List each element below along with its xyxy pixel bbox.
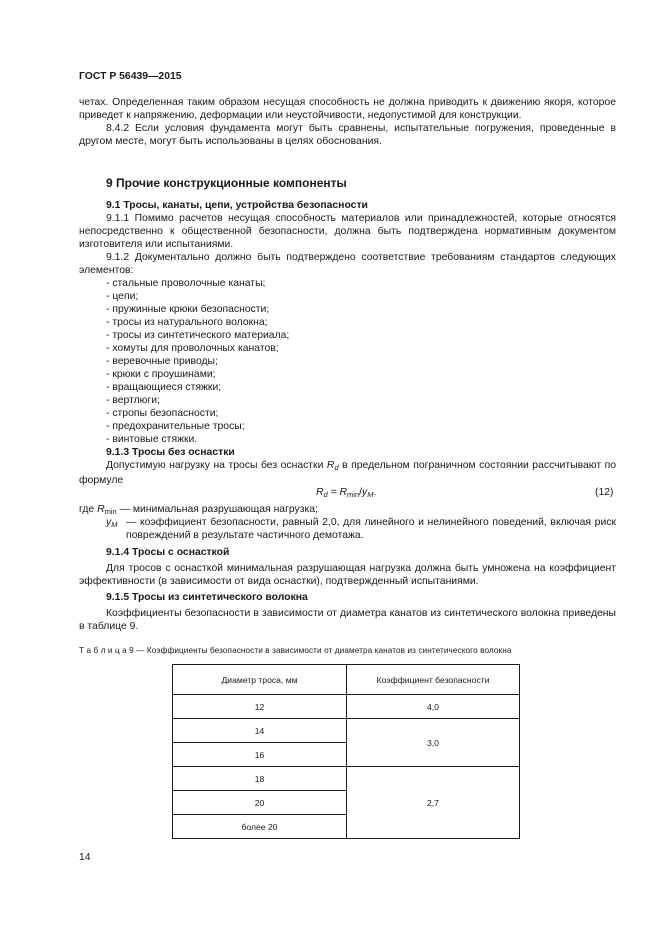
where-symbol-ym: $y_M$ [106, 517, 118, 529]
list-item: - вращающиеся стяжки; [106, 382, 222, 393]
formula-12: $R_d = R_{min}/y_M$. [316, 487, 377, 499]
table-cell-diameter: более 20 [173, 815, 347, 839]
table-cell-diameter: 16 [173, 743, 347, 767]
paragraph-9-1-1: 9.1.1 Помимо расчетов несущая способность материалов или принадлежностей, которые относятся непосредственно к общественной безопасности, должна быть подтверждена нормативным документом изготовителя или испытаниями. [79, 213, 616, 250]
list-item: - тросы из натурального волокна; [106, 317, 268, 328]
table-cell-diameter: 12 [173, 695, 347, 719]
table-cell-factor: 2,7 [347, 767, 520, 839]
table-header-factor: Коэффициент безопасности [347, 665, 520, 695]
list-item: - веревочные приводы; [106, 356, 218, 367]
where-line-1: где $R_{min}$ — минимальная разрушающая нагрузка; [79, 504, 318, 516]
section-9-title: 9 Прочие конструкционные компоненты [106, 176, 347, 190]
section-9-1-title: 9.1 Тросы, канаты, цепи, устройства безопасности [106, 200, 368, 211]
page-number: 14 [79, 852, 91, 863]
table-header-row [173, 665, 520, 695]
list-item: - винтовые стяжки. [106, 434, 198, 445]
section-9-1-3-title: 9.1.3 Тросы без оснастки [106, 447, 235, 458]
paragraph-9-1-5: Коэффициенты безопасности в зависимости от диаметра канатов из синтетического волокна приведены в таблице 9. [79, 608, 616, 632]
list-item: - стропы безопасности; [106, 408, 219, 419]
table-cell-diameter: 18 [173, 767, 347, 791]
table-cell-diameter: 20 [173, 791, 347, 815]
paragraph-8-4-2: 8.4.2 Если условия фундамента могут быть сравнены, испытательные погружения, проведенные в другом месте, могут быть использованы в целях обоснования. [79, 123, 616, 147]
list-item: - предохранительные тросы; [106, 421, 245, 432]
table-cell-factor: 4,0 [347, 695, 520, 719]
symbol-rd: $R_d$ [326, 460, 339, 472]
paragraph-continuation: четах. Определенная таким образом несущая способность не должна приводить к движению якоря, которое приведет к напряжению, деформации или неустойчивости, недопустимой для конструкции. [79, 97, 616, 121]
table-row [173, 767, 520, 791]
list-item: - вертлюги; [106, 395, 160, 406]
table-cell-factor: 3,0 [347, 719, 520, 767]
list-item: - хомуты для проволочных канатов; [106, 343, 279, 354]
paragraph-9-1-3: Допустимую нагрузку на тросы без оснастки $R_d$ в предельном пограничном состоянии рассчитывают по формуле [79, 460, 617, 486]
section-9-1-5-title: 9.1.5 Тросы из синтетического волокна [106, 592, 308, 603]
table-row [173, 695, 520, 719]
paragraph-9-1-2: 9.1.2 Документально должно быть подтверждено соответствие требованиям стандартов следующих элементов: [79, 252, 616, 276]
table-row [173, 719, 520, 743]
table-caption: Т а б л и ц а 9 — Коэффициенты безопасности в зависимости от диаметра канатов из синтетического волокна [79, 646, 512, 655]
list-item: - стальные проволочные канаты; [106, 278, 266, 289]
table-header-diameter: Диаметр троса, мм [173, 665, 347, 695]
safety-factor-table [172, 664, 520, 839]
table-cell-diameter: 14 [173, 719, 347, 743]
formula-number: (12) [595, 487, 614, 498]
list-item: - пружинные крюки безопасности; [106, 304, 270, 315]
document-header: ГОСТ Р 56439—2015 [79, 71, 182, 82]
section-9-1-4-title: 9.1.4 Тросы с оснасткой [106, 547, 230, 558]
where-line-2: — коэффициент безопасности, равный 2,0, для линейного и нелинейного поведений, включая риск повреждений в результате частичного демотажа. [126, 517, 616, 541]
list-item: - крюки с проушинами; [106, 369, 216, 380]
paragraph-9-1-4: Для тросов с оснасткой минимальная разрушающая нагрузка должна быть умножена на коэффициент эффективности (в зависимости от вида оснастки), подтвержденный испытаниями. [79, 563, 616, 587]
list-item: - цепи; [106, 291, 139, 302]
list-item: - тросы из синтетического материала; [106, 330, 290, 341]
